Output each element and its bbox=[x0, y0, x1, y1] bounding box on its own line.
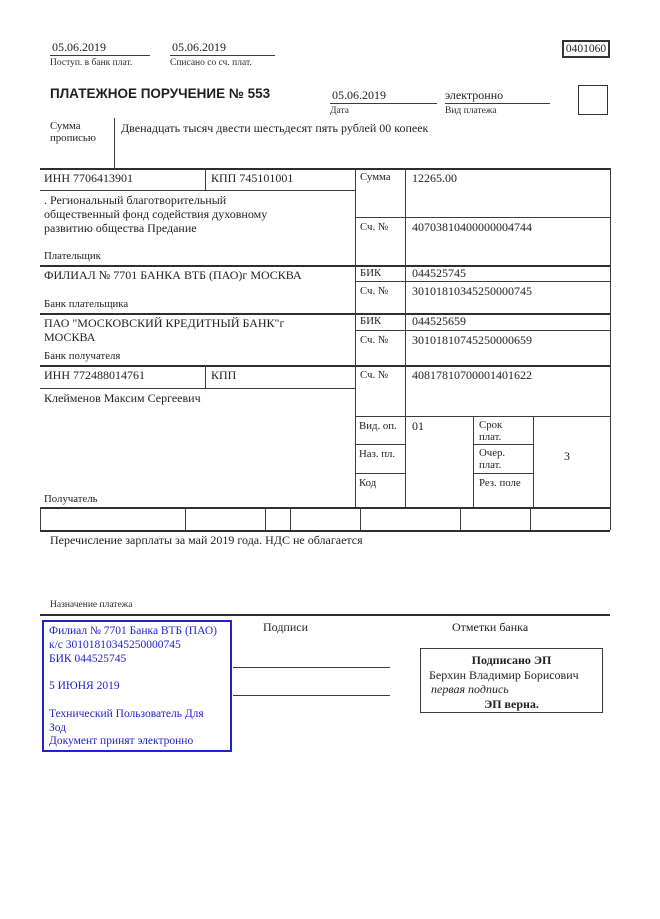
payer-account-label: Сч. № bbox=[360, 221, 389, 233]
payer-bank-account-label: Сч. № bbox=[360, 285, 389, 297]
form-code-box bbox=[562, 40, 610, 58]
opblock-row-line-1a bbox=[355, 444, 405, 445]
payer-name-line2: общественный фонд содействия духовному bbox=[44, 207, 268, 221]
payer-kpp: КПП 745101001 bbox=[211, 171, 294, 185]
esign-valid-text: ЭП верна. bbox=[484, 696, 539, 711]
payer-name-line3: развитию общества Предание bbox=[44, 221, 197, 235]
taxrow-edge-left bbox=[40, 507, 41, 530]
date-label: Дата bbox=[330, 106, 349, 116]
payee-bank-bik: 044525659 bbox=[412, 314, 466, 328]
payee-account: 40817810700001401622 bbox=[412, 368, 532, 382]
opblock-col-line-2 bbox=[533, 416, 534, 507]
payee-bank-account: 30101810745250000659 bbox=[412, 333, 532, 347]
table-right-edge bbox=[610, 168, 611, 530]
op-kind-value: 01 bbox=[412, 419, 424, 433]
reserve-label: Рез. поле bbox=[479, 477, 521, 489]
inn-kpp-bottom-line-1 bbox=[40, 190, 355, 191]
kpp-divider-1 bbox=[205, 168, 206, 190]
taxrow-divider-6 bbox=[530, 507, 531, 530]
payer-bank-name: ФИЛИАЛ № 7701 БАНКА ВТБ (ПАО)г МОСКВА bbox=[44, 268, 302, 282]
payee-label: Получатель bbox=[44, 493, 98, 505]
amount-account-divider-1 bbox=[355, 217, 610, 218]
bank-marks-box bbox=[420, 648, 603, 713]
payee-account-label: Сч. № bbox=[360, 369, 389, 381]
esign-signature-kind: первая подпись bbox=[431, 682, 509, 696]
stamp-line-blank-2 bbox=[49, 694, 225, 708]
stamp-line-bik: БИК 044525745 bbox=[49, 652, 127, 665]
bik-account-divider-1 bbox=[355, 281, 610, 282]
amount-words-label: Сумма прописью bbox=[50, 120, 96, 144]
esign-signed-label: Подписано ЭП bbox=[471, 653, 552, 667]
section-line-top bbox=[40, 168, 610, 170]
signature-line-2 bbox=[233, 695, 390, 696]
payee-bank-bik-label: БИК bbox=[360, 315, 382, 327]
term-label: Срок плат. bbox=[479, 419, 503, 443]
payee-inn: ИНН 772488014761 bbox=[44, 368, 145, 382]
taxrow-divider-3 bbox=[290, 507, 291, 530]
stamp-line-user-1: Технический Пользователь Для bbox=[49, 707, 204, 720]
code-label: Код bbox=[359, 477, 377, 489]
esign-signer-name: Берхин Владимир Борисович bbox=[429, 667, 579, 682]
payer-inn: ИНН 7706413901 bbox=[44, 171, 133, 185]
received-date-label: Поступ. в банк плат. bbox=[50, 58, 133, 68]
payee-bank-name-line2: МОСКВА bbox=[44, 330, 96, 344]
payer-name-line1: . Региональный благотворительный bbox=[44, 193, 227, 207]
payment-kind-label: Вид платежа bbox=[445, 106, 497, 116]
signature-line-1 bbox=[233, 667, 390, 668]
section-line-payer bbox=[40, 265, 610, 267]
payer-bank-bik: 044525745 bbox=[412, 266, 466, 280]
taxrow-divider-4 bbox=[360, 507, 361, 530]
stamp-line-bank: Филиал № 7701 Банка ВТБ (ПАО) bbox=[49, 625, 217, 637]
op-kind-label: Вид. оп. bbox=[359, 420, 397, 432]
debited-date-label: Списано со сч. плат. bbox=[170, 58, 252, 68]
label-column-line bbox=[355, 168, 356, 507]
payer-account: 40703810400000004744 bbox=[412, 220, 532, 234]
section-line-payee-bank bbox=[40, 365, 610, 367]
kpp-divider-2 bbox=[205, 365, 206, 388]
document-title: ПЛАТЕЖНОЕ ПОРУЧЕНИЕ № 553 bbox=[50, 86, 271, 101]
payment-kind-underline bbox=[445, 103, 550, 104]
opblock-top-line bbox=[355, 416, 610, 417]
opblock-row-line-2b bbox=[473, 473, 533, 474]
received-date-underline bbox=[50, 55, 150, 56]
opblock-row-line-1b bbox=[473, 444, 533, 445]
status-checkbox bbox=[578, 85, 608, 115]
debited-date-underline bbox=[170, 55, 275, 56]
amount-words-divider bbox=[114, 118, 115, 168]
payee-kpp: КПП bbox=[211, 368, 237, 382]
value-column-line bbox=[405, 168, 406, 507]
date-underline bbox=[330, 103, 437, 104]
stamp-line-corr-account: к/с 30101810345250000745 bbox=[49, 638, 181, 651]
taxrow-divider-2 bbox=[265, 507, 266, 530]
taxrow-divider-1 bbox=[185, 507, 186, 530]
signatures-label: Подписи bbox=[263, 620, 309, 634]
bank-stamp-box bbox=[42, 620, 232, 752]
purpose-code-label: Наз. пл. bbox=[359, 448, 396, 460]
stamp-line-user-2: Зод bbox=[49, 721, 67, 734]
payer-bank-label: Банк плательщика bbox=[44, 298, 129, 310]
document-date: 05.06.2019 bbox=[332, 88, 386, 102]
section-line-payee bbox=[40, 507, 610, 509]
payment-kind: электронно bbox=[445, 88, 504, 102]
order-label: Очер. плат. bbox=[479, 447, 506, 471]
payee-bank-account-label: Сч. № bbox=[360, 334, 389, 346]
debited-date: 05.06.2019 bbox=[172, 40, 226, 54]
payer-label: Плательщик bbox=[44, 250, 101, 262]
amount-label: Сумма bbox=[360, 171, 391, 183]
payer-bank-account: 30101810345250000745 bbox=[412, 284, 532, 298]
received-date: 05.06.2019 bbox=[52, 40, 106, 54]
amount-words-value: Двенадцать тысяч двести шестьдесят пять рублей 00 копеек bbox=[121, 121, 429, 135]
inn-kpp-bottom-line-2 bbox=[40, 388, 355, 389]
payee-name: Клейменов Максим Сергеевич bbox=[44, 391, 201, 405]
purpose-label: Назначение платежа bbox=[50, 600, 133, 610]
stamp-line-date: 5 ИЮНЯ 2019 bbox=[49, 680, 120, 693]
order-value: 3 bbox=[564, 449, 570, 463]
stamp-line-blank-1 bbox=[49, 666, 225, 680]
section-line-purpose bbox=[40, 614, 610, 616]
opblock-row-line-2a bbox=[355, 473, 405, 474]
payee-bank-label: Банк получателя bbox=[44, 350, 121, 362]
purpose-text: Перечисление зарплаты за май 2019 года. НДС не облагается bbox=[50, 533, 363, 547]
opblock-col-line-1 bbox=[473, 416, 474, 507]
form-code: 0401060 bbox=[565, 43, 607, 55]
payee-bank-name-line1: ПАО "МОСКОВСКИЙ КРЕДИТНЫЙ БАНК"г bbox=[44, 316, 285, 330]
taxrow-divider-5 bbox=[460, 507, 461, 530]
section-line-taxfields bbox=[40, 530, 610, 532]
payer-bank-bik-label: БИК bbox=[360, 267, 382, 279]
bik-account-divider-2 bbox=[355, 330, 610, 331]
stamp-line-accepted: Документ принят электронно bbox=[49, 735, 194, 748]
section-line-payer-bank bbox=[40, 313, 610, 315]
amount-value: 12265.00 bbox=[412, 171, 457, 185]
bank-marks-label: Отметки банка bbox=[452, 620, 529, 634]
